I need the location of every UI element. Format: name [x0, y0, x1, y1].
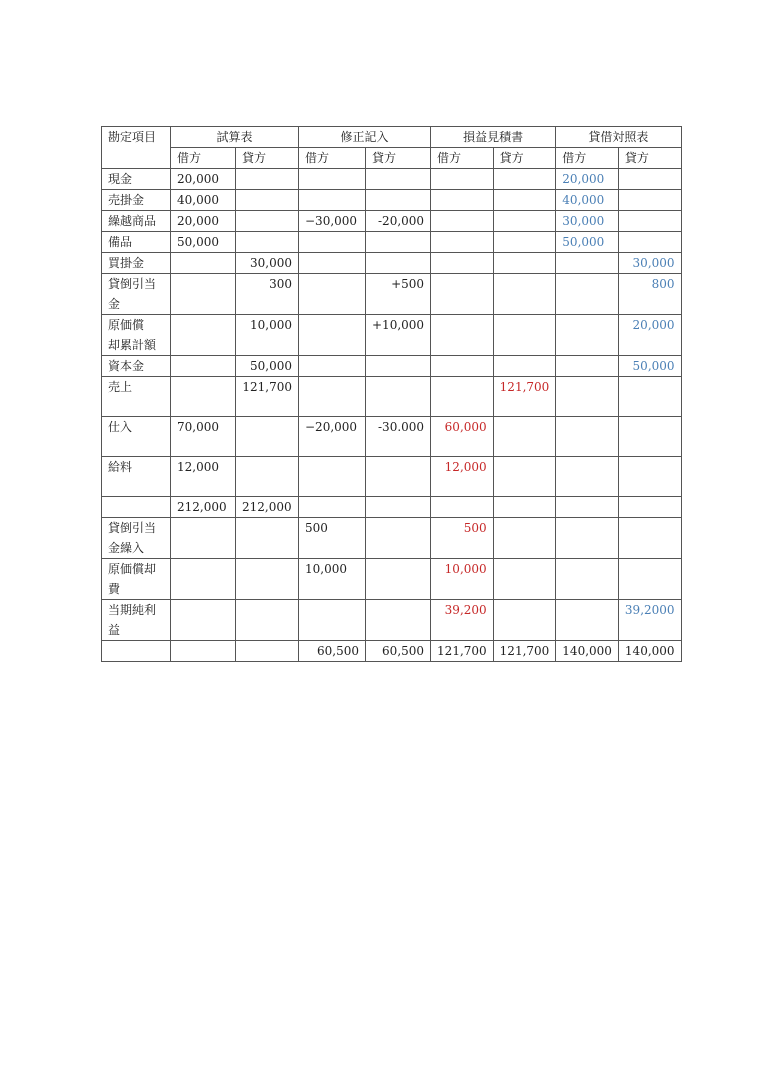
amount-cell	[618, 169, 681, 190]
amount-cell	[431, 356, 494, 377]
account-name-line: 却累計額	[108, 338, 157, 352]
account-name-line: 貸倒引当	[108, 277, 157, 291]
table-row	[102, 377, 682, 417]
amount-cell: 50,000	[556, 232, 619, 253]
header-adjustments: 修正記入	[299, 127, 431, 148]
table-row	[102, 211, 682, 232]
header-debit: 借方	[431, 148, 494, 169]
amount-cell	[493, 232, 556, 253]
account-name-line: 備品	[108, 235, 133, 249]
amount-cell	[236, 518, 299, 559]
amount-cell	[556, 457, 619, 497]
account-name-line: 当期純利	[108, 603, 157, 617]
account-name-cell	[102, 169, 171, 190]
table-row	[102, 641, 682, 662]
header-row-1	[102, 127, 682, 148]
amount-cell	[556, 559, 619, 600]
account-name-cell	[102, 190, 171, 211]
amount-cell: 60,500	[299, 641, 366, 662]
amount-cell	[556, 315, 619, 356]
amount-cell: 50,000	[171, 232, 236, 253]
amount-cell	[236, 559, 299, 600]
amount-cell: 140,000	[618, 641, 681, 662]
account-name-cell	[102, 641, 171, 662]
account-name-cell	[102, 377, 171, 417]
amount-cell	[431, 315, 494, 356]
amount-cell	[299, 190, 366, 211]
account-name-line: 金	[108, 297, 121, 311]
header-credit: 貸方	[493, 148, 556, 169]
amount-cell	[171, 377, 236, 417]
amount-cell: 20,000	[556, 169, 619, 190]
amount-cell	[171, 600, 236, 641]
account-name-line: 買掛金	[108, 256, 145, 270]
amount-cell: 70,000	[171, 417, 236, 457]
amount-cell	[618, 457, 681, 497]
account-name-line: 金繰入	[108, 541, 145, 555]
account-name-line: 資本金	[108, 359, 145, 373]
account-name-line: 原価償却	[108, 562, 157, 576]
header-trial-balance: 試算表	[171, 127, 299, 148]
amount-cell: 60,500	[366, 641, 431, 662]
amount-cell: 39,2000	[618, 600, 681, 641]
amount-cell	[618, 559, 681, 600]
amount-cell	[299, 457, 366, 497]
amount-cell	[493, 253, 556, 274]
amount-cell	[171, 315, 236, 356]
amount-cell	[618, 518, 681, 559]
header-debit: 借方	[171, 148, 236, 169]
amount-cell	[431, 253, 494, 274]
amount-cell	[556, 253, 619, 274]
account-name-line: 売掛金	[108, 193, 145, 207]
amount-cell	[236, 190, 299, 211]
amount-cell	[171, 356, 236, 377]
account-name-line: 繰越商品	[108, 214, 157, 228]
account-name-cell	[102, 518, 171, 559]
amount-cell	[366, 497, 431, 518]
amount-cell	[493, 169, 556, 190]
amount-cell	[431, 211, 494, 232]
account-name-line: 原価償	[108, 318, 145, 332]
amount-cell	[366, 169, 431, 190]
amount-cell: 500	[431, 518, 494, 559]
amount-cell: 50,000	[236, 356, 299, 377]
account-name-cell	[102, 559, 171, 600]
table-row	[102, 600, 682, 641]
amount-cell	[618, 497, 681, 518]
amount-cell	[556, 417, 619, 457]
amount-cell	[618, 377, 681, 417]
amount-cell	[431, 274, 494, 315]
amount-cell: 10,000	[236, 315, 299, 356]
header-income-statement: 損益見積書	[431, 127, 556, 148]
amount-cell	[236, 457, 299, 497]
amount-cell: 20,000	[171, 169, 236, 190]
amount-cell: 140,000	[556, 641, 619, 662]
header-row-2	[102, 148, 682, 169]
amount-cell	[299, 497, 366, 518]
amount-cell: 60,000	[431, 417, 494, 457]
amount-cell	[366, 377, 431, 417]
amount-cell	[618, 211, 681, 232]
amount-cell	[236, 600, 299, 641]
amount-cell	[171, 559, 236, 600]
amount-cell	[556, 356, 619, 377]
amount-cell: 30,000	[236, 253, 299, 274]
account-name-cell	[102, 253, 171, 274]
table-row	[102, 190, 682, 211]
amount-cell: +10,000	[366, 315, 431, 356]
header-balance-sheet: 貸借対照表	[556, 127, 681, 148]
amount-cell	[431, 232, 494, 253]
amount-cell	[556, 518, 619, 559]
amount-cell	[618, 190, 681, 211]
amount-cell	[171, 641, 236, 662]
amount-cell	[493, 315, 556, 356]
amount-cell	[493, 417, 556, 457]
account-name-line: 費	[108, 582, 121, 596]
amount-cell	[236, 169, 299, 190]
amount-cell	[366, 457, 431, 497]
account-name-cell	[102, 315, 171, 356]
amount-cell	[299, 232, 366, 253]
amount-cell: 30,000	[618, 253, 681, 274]
amount-cell: −20,000	[299, 417, 366, 457]
amount-cell	[556, 497, 619, 518]
amount-cell	[366, 190, 431, 211]
amount-cell	[493, 211, 556, 232]
header-credit: 貸方	[618, 148, 681, 169]
amount-cell: -20,000	[366, 211, 431, 232]
amount-cell	[236, 641, 299, 662]
account-name-line: 貸倒引当	[108, 521, 157, 535]
amount-cell	[171, 253, 236, 274]
amount-cell	[299, 315, 366, 356]
amount-cell: 12,000	[171, 457, 236, 497]
account-name-line: 仕入	[108, 420, 133, 434]
table-row	[102, 232, 682, 253]
amount-cell	[236, 417, 299, 457]
amount-cell	[556, 377, 619, 417]
amount-cell	[431, 169, 494, 190]
account-name-line: 給料	[108, 460, 133, 474]
worksheet-table	[101, 126, 682, 662]
account-name-cell	[102, 417, 171, 457]
table-row	[102, 253, 682, 274]
amount-cell: 121,700	[431, 641, 494, 662]
amount-cell	[493, 190, 556, 211]
amount-cell	[236, 232, 299, 253]
amount-cell	[493, 518, 556, 559]
amount-cell	[236, 211, 299, 232]
amount-cell	[431, 377, 494, 417]
amount-cell	[366, 600, 431, 641]
amount-cell	[366, 518, 431, 559]
table-row	[102, 356, 682, 377]
amount-cell	[431, 497, 494, 518]
amount-cell: 10,000	[431, 559, 494, 600]
amount-cell: 12,000	[431, 457, 494, 497]
table-row	[102, 457, 682, 497]
amount-cell	[299, 274, 366, 315]
amount-cell	[618, 417, 681, 457]
amount-cell	[171, 274, 236, 315]
amount-cell	[299, 600, 366, 641]
account-name-line: 現金	[108, 172, 133, 186]
amount-cell	[366, 559, 431, 600]
amount-cell	[366, 253, 431, 274]
table-row	[102, 417, 682, 457]
amount-cell: −30,000	[299, 211, 366, 232]
account-name-cell	[102, 211, 171, 232]
amount-cell: 50,000	[618, 356, 681, 377]
table-row	[102, 559, 682, 600]
amount-cell	[299, 356, 366, 377]
account-name-cell	[102, 600, 171, 641]
amount-cell	[366, 232, 431, 253]
amount-cell: 500	[299, 518, 366, 559]
amount-cell: 121,700	[493, 641, 556, 662]
amount-cell	[556, 274, 619, 315]
amount-cell: +500	[366, 274, 431, 315]
amount-cell: 800	[618, 274, 681, 315]
amount-cell: 20,000	[171, 211, 236, 232]
account-name-cell	[102, 232, 171, 253]
amount-cell: 20,000	[618, 315, 681, 356]
header-debit: 借方	[556, 148, 619, 169]
amount-cell: 212,000	[236, 497, 299, 518]
header-account: 勘定項目	[102, 127, 171, 169]
amount-cell	[493, 497, 556, 518]
amount-cell	[299, 253, 366, 274]
amount-cell	[431, 190, 494, 211]
amount-cell	[493, 457, 556, 497]
amount-cell: 121,700	[493, 377, 556, 417]
amount-cell	[299, 169, 366, 190]
amount-cell: 40,000	[556, 190, 619, 211]
account-name-line: 益	[108, 623, 121, 637]
amount-cell: 40,000	[171, 190, 236, 211]
amount-cell	[493, 356, 556, 377]
account-name-line: 売上	[108, 380, 133, 394]
table-row	[102, 497, 682, 518]
amount-cell: 10,000	[299, 559, 366, 600]
amount-cell: -30.000	[366, 417, 431, 457]
header-credit: 貸方	[236, 148, 299, 169]
account-name-cell	[102, 274, 171, 315]
amount-cell	[618, 232, 681, 253]
account-name-cell	[102, 356, 171, 377]
table-row	[102, 169, 682, 190]
table-row	[102, 274, 682, 315]
amount-cell	[493, 600, 556, 641]
amount-cell: 121,700	[236, 377, 299, 417]
amount-cell	[556, 600, 619, 641]
table-row	[102, 518, 682, 559]
account-name-cell	[102, 457, 171, 497]
amount-cell	[171, 518, 236, 559]
amount-cell	[299, 377, 366, 417]
amount-cell	[366, 356, 431, 377]
amount-cell	[493, 274, 556, 315]
amount-cell: 212,000	[171, 497, 236, 518]
header-debit: 借方	[299, 148, 366, 169]
amount-cell: 300	[236, 274, 299, 315]
amount-cell: 30,000	[556, 211, 619, 232]
table-row	[102, 315, 682, 356]
header-credit: 貸方	[366, 148, 431, 169]
account-name-cell	[102, 497, 171, 518]
amount-cell: 39,200	[431, 600, 494, 641]
amount-cell	[493, 559, 556, 600]
